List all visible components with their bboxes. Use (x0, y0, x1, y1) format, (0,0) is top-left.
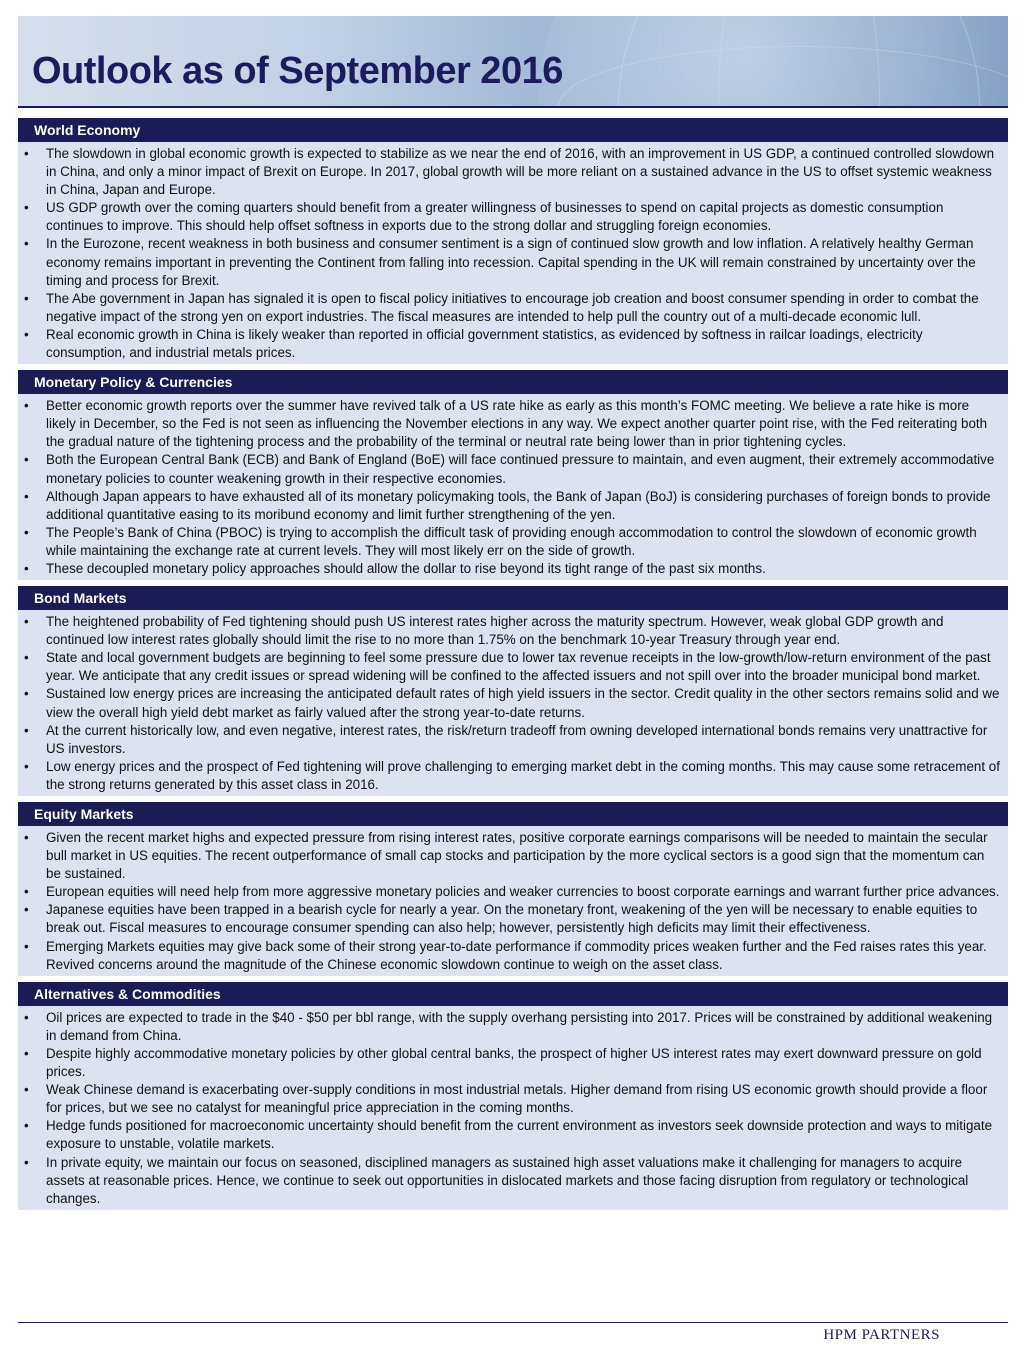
bullet-item: • Although Japan appears to have exhausted all of its monetary policymaking tools, the Bank of Japan (BoJ) is considering purchases of foreign bonds to provide additional quantitative easing to its moribund economy and limit further strengthening of the yen. (22, 488, 1002, 524)
bullet-item: • The Abe government in Japan has signaled it is open to fiscal policy initiatives to encourage job creation and boost consumer spending in order to combat the negative impact of the strong yen on export industries. The fiscal measures are intended to help pull the country out of a multi-decade economic lull. (22, 290, 1002, 326)
bullet-item: • In private equity, we maintain our focus on seasoned, disciplined managers as sustained high asset valuations make it challenging for managers to acquire assets at reasonable prices. Hence, we continue to seek out opportunities in dislocated markets and those facing disruption from regulatory or technological changes. (22, 1154, 1002, 1208)
bullet-item: • Better economic growth reports over the summer have revived talk of a US rate hike as early as this month’s FOMC meeting. We believe a rate hike is more likely in December, so the Fed is not seen as influencing the November elections in any way. We expect another quarter point rise, with the Fed reiterating both the gradual nature of the tightening process and the probability of the terminal or neutral rate being lower than in prior tightening cycles. (22, 397, 1002, 451)
page-footer (18, 1322, 1008, 1343)
bullet-item: • US GDP growth over the coming quarters should benefit from a greater willingness of businesses to spend on capital projects as domestic consumption continues to improve. This should help offset softness in exports due to the strong dollar and struggling foreign economies. (22, 199, 1002, 235)
bullet-list (22, 145, 1002, 362)
bullet-item: • Japanese equities have been trapped in a bearish cycle for nearly a year. On the monetary front, weakening of the yen will be necessary to enable equities to break out. Fiscal measures to encourage consumer spending can also help; however, persistently high deficits may limit their effectiveness. (22, 901, 1002, 937)
section-body (18, 1006, 1008, 1210)
section-heading: Bond Markets (18, 586, 1008, 610)
section-world-economy (18, 118, 1008, 364)
section-body (18, 394, 1008, 580)
section-body (18, 826, 1008, 976)
bullet-item: • State and local government budgets are beginning to feel some pressure due to lower tax revenue receipts in the low-growth/low-return environment of the past year. We anticipate that any credit issues or spread widening will be confined to the affected issuers and not spill over into the broader municipal bond market. (22, 649, 1002, 685)
bullet-list (22, 1009, 1002, 1208)
bullet-item: • The heightened probability of Fed tightening should push US interest rates higher across the maturity spectrum. However, weak global GDP growth and continued low interest rates globally should limit the rise to no more than 1.75% on the benchmark 10-year Treasury through year end. (22, 613, 1002, 649)
bullet-item: • Real economic growth in China is likely weaker than reported in official government statistics, as evidenced by softness in railcar loadings, electricity consumption, and industrial metals prices. (22, 326, 1002, 362)
bullet-item: • Given the recent market highs and expected pressure from rising interest rates, positive corporate earnings comparisons will be needed to maintain the secular bull market in US equities. The recent outperformance of small cap stocks and participation by the more cyclical sectors is a good sign that the momentum can be sustained. (22, 829, 1002, 883)
bullet-item: • European equities will need help from more aggressive monetary policies and weaker currencies to boost corporate earnings and warrant further price advances. (22, 883, 1002, 901)
bullet-list (22, 829, 1002, 974)
section-heading: Monetary Policy & Currencies (18, 370, 1008, 394)
bullet-item: • These decoupled monetary policy approaches should allow the dollar to rise beyond its tight range of the past six months. (22, 560, 1002, 578)
section-equity-markets (18, 802, 1008, 976)
section-heading: Equity Markets (18, 802, 1008, 826)
bullet-item: • Low energy prices and the prospect of Fed tightening will prove challenging to emerging market debt in the coming months. This may cause some retracement of the strong returns generated by this asset class in 2016. (22, 758, 1002, 794)
bullet-item: • At the current historically low, and even negative, interest rates, the risk/return tradeoff from owning developed international bonds remains very unattractive for US investors. (22, 722, 1002, 758)
bullet-item: • Emerging Markets equities may give back some of their strong year-to-date performance if commodity prices weaken further and the Fed raises rates this year. Revived concerns around the magnitude of the Chinese economic slowdown continue to weigh on the asset class. (22, 938, 1002, 974)
bullet-item: • Sustained low energy prices are increasing the anticipated default rates of high yield issuers in the sector. Credit quality in the other sectors remains solid and we view the overall high yield debt market as fairly valued after the strong year-to-date returns. (22, 685, 1002, 721)
section-body (18, 142, 1008, 364)
section-alternatives-commodities (18, 982, 1008, 1210)
footer-brand: HPM PARTNERS (823, 1327, 940, 1343)
bullet-list (22, 613, 1002, 794)
bullet-item: • Oil prices are expected to trade in the $40 - $50 per bbl range, with the supply overhang persisting into 2017. Prices will be constrained by additional weakening in demand from China. (22, 1009, 1002, 1045)
section-monetary-policy-currencies (18, 370, 1008, 580)
bullet-list (22, 397, 1002, 578)
bullet-item: • The slowdown in global economic growth is expected to stabilize as we near the end of 2016, with an improvement in US GDP, a continued controlled slowdown in China, and only a minor impact of Brexit on Europe. In 2017, global growth will be more reliant on a sustained advance in the US to offset systemic weakness in China, Japan and Europe. (22, 145, 1002, 199)
title-banner (18, 16, 1008, 108)
bullet-item: • Both the European Central Bank (ECB) and Bank of England (BoE) will face continued pressure to maintain, and even augment, their extremely accommodative monetary policies to counter weakening growth in their respective economies. (22, 451, 1002, 487)
section-bond-markets (18, 586, 1008, 796)
globe-graphic (538, 16, 1008, 108)
section-body (18, 610, 1008, 796)
bullet-item: • Hedge funds positioned for macroeconomic uncertainty should benefit from the current environment as investors seek downside protection and ways to mitigate exposure to unstable, volatile markets. (22, 1117, 1002, 1153)
outlook-content (18, 118, 1008, 1216)
page-title: Outlook as of September 2016 (32, 50, 563, 92)
section-heading: World Economy (18, 118, 1008, 142)
bullet-item: • In the Eurozone, recent weakness in both business and consumer sentiment is a sign of continued slow growth and low inflation. A relatively healthy German economy remains important in preventing the Continent from falling into recession. Capital spending in the UK will remain constrained by uncertainty over the timing and process for Brexit. (22, 235, 1002, 289)
section-heading: Alternatives & Commodities (18, 982, 1008, 1006)
bullet-item: • Weak Chinese demand is exacerbating over-supply conditions in most industrial metals. Higher demand from rising US economic growth should provide a floor for prices, but we see no catalyst for meaningful price appreciation in the coming months. (22, 1081, 1002, 1117)
bullet-item: • Despite highly accommodative monetary policies by other global central banks, the prospect of higher US interest rates may exert downward pressure on gold prices. (22, 1045, 1002, 1081)
bullet-item: • The People’s Bank of China (PBOC) is trying to accomplish the difficult task of providing enough accommodation to control the slowdown of economic growth while maintaining the exchange rate at current levels. They will most likely err on the side of growth. (22, 524, 1002, 560)
